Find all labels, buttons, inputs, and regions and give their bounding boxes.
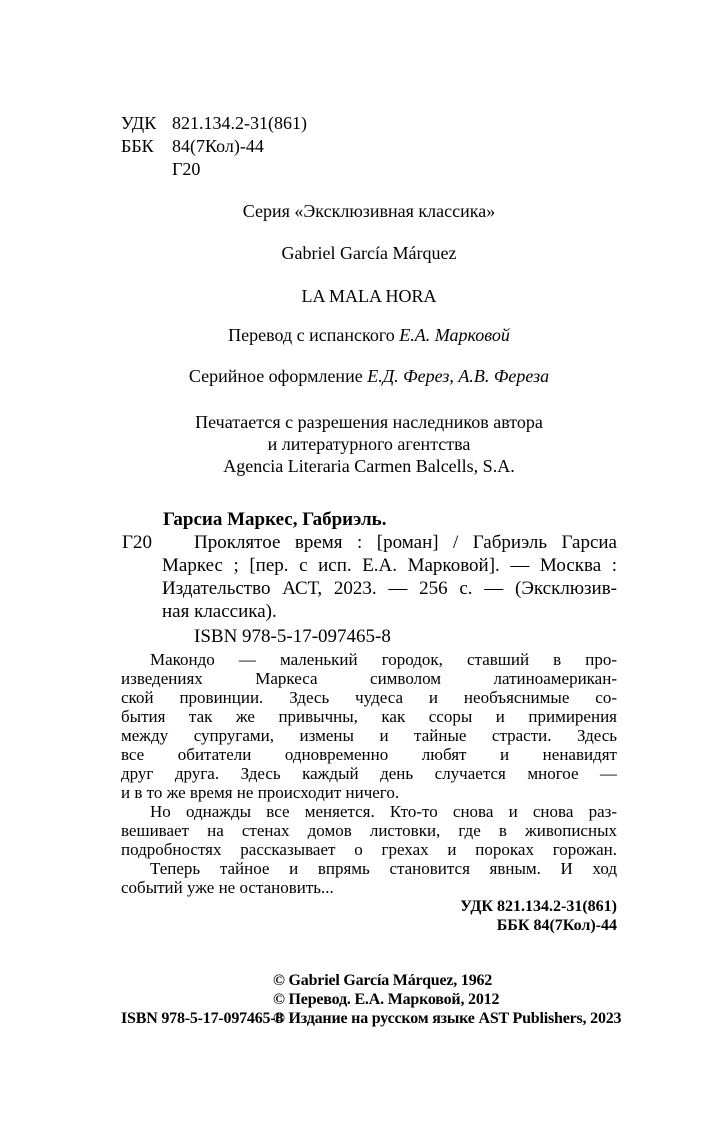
- annotation-line: изведениях Маркеса символом латиноамерикан-: [121, 669, 617, 688]
- annotation-line: Макондо — маленький городок, ставший в про-: [150, 650, 617, 669]
- bottom-codes-block: [121, 897, 617, 935]
- udk-label: УДК: [121, 113, 157, 133]
- design-prefix: Серийное оформление: [188, 366, 368, 386]
- author-name: Gabriel García Márquez: [281, 243, 457, 263]
- annotation-line: все обитатели одновременно любят и ненавидят: [121, 745, 617, 764]
- permission-line: Печатается с разрешения наследников автора: [195, 412, 543, 432]
- series-title: Серия «Эксклюзивная классика»: [242, 201, 496, 221]
- footer-spacer: [121, 990, 273, 1009]
- author-sign: Г20: [172, 159, 201, 179]
- catalog-line: ная классика).: [162, 601, 277, 622]
- translation-prefix: Перевод с испанского: [228, 325, 400, 345]
- translator-name: Е.А. Марковой: [399, 325, 510, 345]
- annotation-line: событий уже не остановить...: [121, 878, 334, 897]
- permission-block: [121, 411, 617, 477]
- annotation-line: и в то же время не происходит ничего.: [121, 783, 400, 802]
- catalog-isbn: ISBN 978-5-17-097465-8: [194, 626, 391, 647]
- catalog-line: Маркес ; [пер. с исп. Е.А. Марковой]. — Москва :: [162, 555, 617, 576]
- annotation-line: подробностях рассказывает о грехах и пороках горожан.: [121, 840, 617, 859]
- agency-name: Agencia Literaria Carmen Balcells, S.A.: [223, 456, 515, 476]
- annotation-line: вешивает на стенах домов листовки, где в живописных: [121, 821, 617, 840]
- annotation-line: бытия так же привычны, как ссоры и примирения: [121, 707, 617, 726]
- annotation-line: Но однажды все меняется. Кто-то снова и снова раз-: [150, 802, 617, 821]
- catalog-line: Издательство АСТ, 2023. — 256 с. — (Эксклюзив-: [162, 578, 617, 599]
- author-sign-row: [121, 158, 617, 181]
- translation-credit: [121, 325, 617, 346]
- bottom-udk: УДК 821.134.2-31(861): [460, 898, 617, 915]
- original-title: LA MALA HORA: [301, 286, 437, 306]
- footer-spacer: [121, 971, 273, 990]
- bbk-value: 84(7Кол)-44: [172, 136, 264, 156]
- catalog-heading: Гарсиа Маркес, Габриэль.: [163, 509, 387, 530]
- bbk-row: [121, 135, 617, 158]
- annotation-line: Теперь тайное и впрямь становится явным. И ход: [150, 859, 617, 878]
- annotation-line: ской провинции. Здесь чудеса и необъяснимые со-: [121, 688, 617, 707]
- annotation-line: между супругами, измены и тайные страсти. Здесь: [121, 726, 617, 745]
- top-codes-block: [121, 112, 617, 181]
- annotation-line: друг друга. Здесь каждый день случается многое —: [121, 764, 617, 783]
- udk-row: [121, 112, 617, 135]
- bottom-bbk: ББК 84(7Кол)-44: [496, 917, 617, 934]
- copyright-block: [121, 971, 622, 1028]
- catalog-card: [121, 508, 617, 648]
- catalog-author-sign: Г20: [122, 532, 152, 553]
- permission-line: и литературного агентства: [267, 434, 471, 454]
- copyright-publisher: © Издание на русском языке AST Publishers, 2023: [273, 1010, 622, 1027]
- footer-isbn: ISBN 978-5-17-097465-8: [121, 1010, 284, 1027]
- design-credit: [121, 366, 617, 387]
- catalog-line: Проклятое время : [роман] / Габриэль Гарсиа: [194, 532, 617, 553]
- copyright-row: [121, 990, 617, 1009]
- copyright-row: [121, 971, 617, 990]
- copyright-author: © Gabriel García Márquez, 1962: [273, 972, 493, 989]
- udk-value: 821.134.2-31(861): [172, 113, 307, 133]
- copyright-translation: © Перевод. Е.А. Марковой, 2012: [273, 991, 500, 1008]
- designer-names: Е.Д. Ферез, А.В. Фереза: [367, 366, 550, 386]
- annotation-block: [121, 650, 617, 897]
- bbk-label: ББК: [121, 136, 154, 156]
- copyright-row: [121, 1009, 622, 1028]
